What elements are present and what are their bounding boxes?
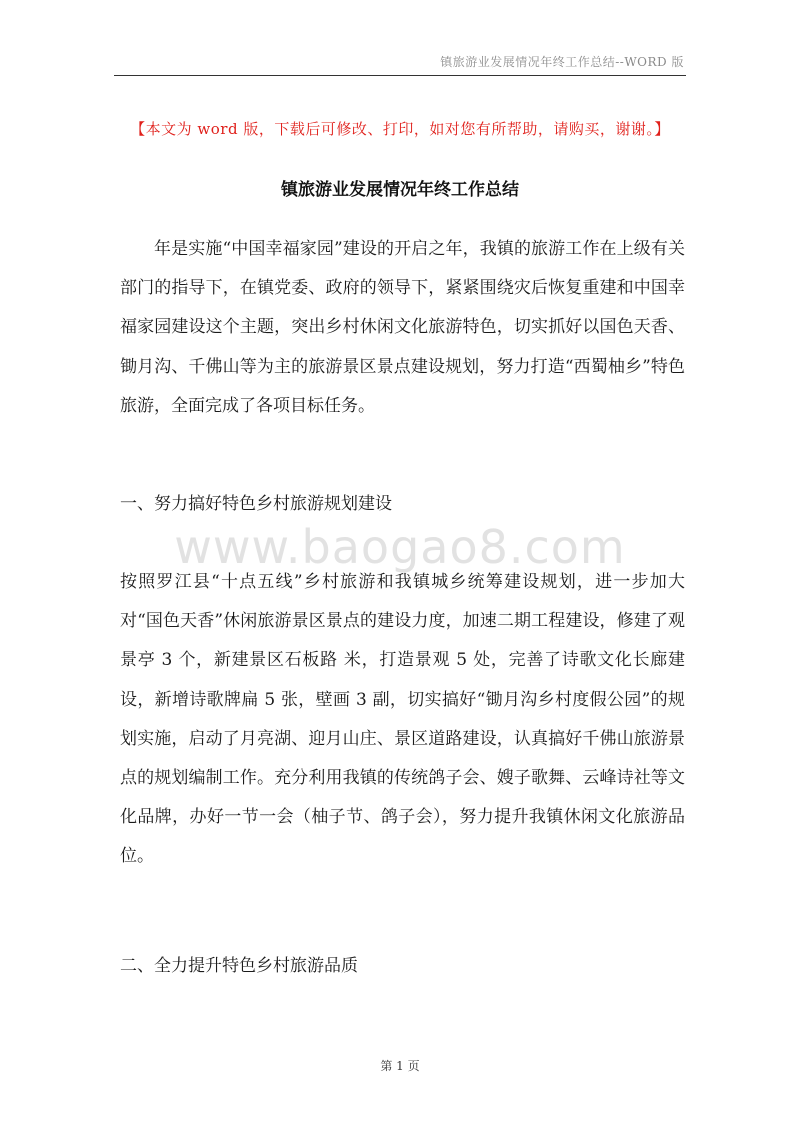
- page-number: 第 1 页: [380, 1059, 420, 1073]
- running-header: 镇旅游业发展情况年终工作总结--WORD 版: [440, 55, 684, 69]
- section-1-body: 按照罗江县“十点五线”乡村旅游和我镇城乡统筹建设规划，进一步加大对“国色天香”休闲旅游景区景点的建设力度，加速二期工程建设，修建了观景亭 3 个，新建景区石板路 米，打造景观 5 处，完善了诗歌文化长廊建设，新增诗歌牌扁 5 张，壁画 3 副，切实搞好“锄月沟乡村度假公园”的规划实施，启动了月亮湖、迎月山庄、景区道路建设，认真搞好千佛山旅游景点的规划编制工作。充分利用我镇的传统鸽子会、嫂子歌舞、云峰诗社等文化品牌，办好一节一会（柚子节、鸽子会），努力提升我镇休闲文化旅游品位。: [120, 572, 685, 867]
- header-divider: [114, 75, 686, 76]
- section-heading-1: 一、努力搞好特色乡村旅游规划建设: [120, 494, 392, 514]
- watermark: www.baogao8.com: [174, 520, 626, 574]
- intro-paragraph: 年是实施“中国幸福家园”建设的开启之年，我镇的旅游工作在上级有关部门的指导下，在镇党委、政府的领导下，紧紧围绕灾后恢复重建和中国幸福家园建设这个主题，突出乡村休闲文化旅游特色，切实抓好以国色天香、锄月沟、千佛山等为主的旅游景区景点建设规划，努力打造“西蜀柚乡”特色旅游，全面完成了各项目标任务。: [120, 239, 685, 416]
- document-title: 镇旅游业发展情况年终工作总结: [281, 180, 519, 200]
- download-notice: 【本文为 word 版，下载后可修改、打印，如对您有所帮助，请购买，谢谢。】: [130, 120, 670, 138]
- section-heading-2: 二、全力提升特色乡村旅游品质: [120, 956, 358, 976]
